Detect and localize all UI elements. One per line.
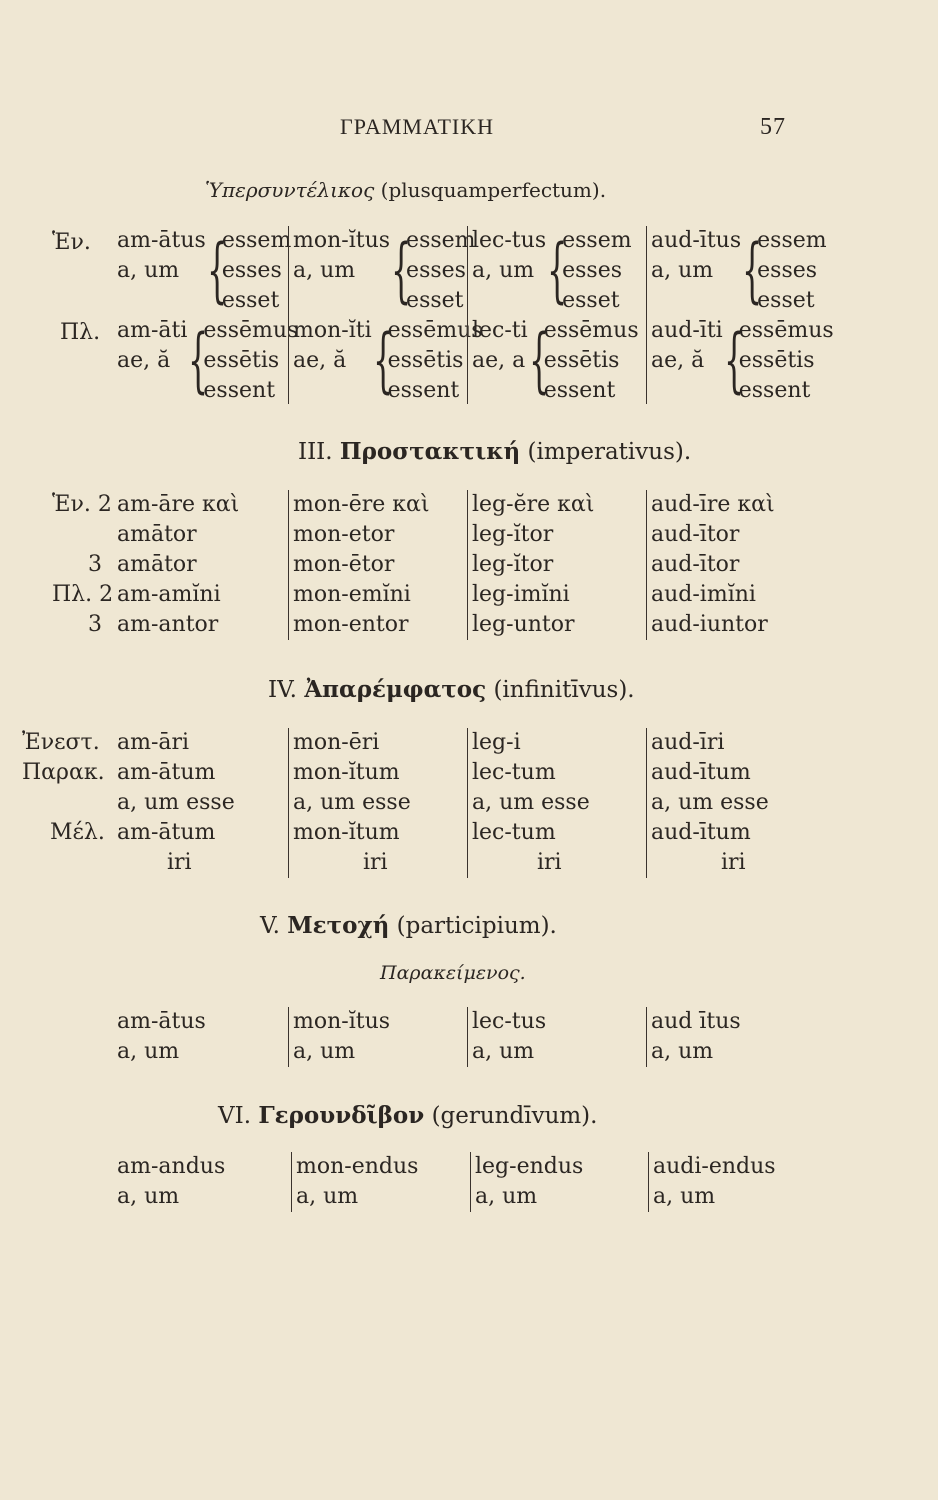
title-greek: Ὑπερσυντέλικος xyxy=(205,178,375,202)
participium-col-2 xyxy=(288,1007,390,1067)
form: essēmus xyxy=(387,318,483,343)
stem: am-ātus xyxy=(117,228,206,253)
participium-col-4 xyxy=(646,1007,741,1067)
form: essētis xyxy=(203,348,280,373)
cell: a, um esse xyxy=(651,790,769,815)
section-title-gerundivum xyxy=(218,1102,597,1129)
running-head: ΓΡΑΜΜΑΤΙΚΗ xyxy=(340,114,494,139)
form: essētis xyxy=(738,348,815,373)
cell: leg-untor xyxy=(472,612,575,637)
cell: aud-īre καὶ xyxy=(651,492,775,517)
cell: aud-iuntor xyxy=(651,612,768,637)
form: essent xyxy=(387,378,460,403)
cell: am-antor xyxy=(117,612,219,637)
form: essem xyxy=(406,228,476,253)
form: essem xyxy=(757,228,827,253)
form: esset xyxy=(757,288,815,313)
cell: a, um esse xyxy=(117,790,235,815)
section-title-infinitivus xyxy=(268,676,635,703)
brace-glyph: { xyxy=(528,319,549,401)
cell: mon-ētor xyxy=(293,552,395,577)
form: esses xyxy=(757,258,818,283)
gender: ae, ă xyxy=(651,348,705,373)
gerundivum-col-3 xyxy=(470,1152,583,1212)
row-label: Ἐνεστ. xyxy=(22,730,100,755)
cell: audi-endus xyxy=(653,1154,776,1179)
form: essēmus xyxy=(738,318,834,343)
infinitivus-col-2 xyxy=(288,728,463,878)
cell: leg-ĭtor xyxy=(472,522,554,547)
imperativus-row-labels xyxy=(52,490,114,640)
cell: a, um esse xyxy=(472,790,590,815)
cell: am-āre καὶ xyxy=(117,492,240,517)
imperativus-col-3 xyxy=(467,490,594,640)
section-title-imperativus xyxy=(298,438,691,465)
form: esses xyxy=(221,258,282,283)
plusquam-col-4 xyxy=(646,226,834,404)
title-greek: Προστακτική xyxy=(339,438,521,465)
stem: mon-ĭtus xyxy=(293,228,391,253)
form: essēmus xyxy=(203,318,299,343)
gerundivum-col-1 xyxy=(117,1152,225,1212)
gender: a, um xyxy=(651,258,714,283)
form: esses xyxy=(406,258,466,283)
cell: leg-i xyxy=(472,730,521,755)
form: esset xyxy=(406,288,464,313)
participium-subtitle: Παρακείμενος. xyxy=(380,962,526,984)
row-label: Πλ. 2 xyxy=(52,582,114,607)
cell: am-amĭni xyxy=(117,582,221,607)
cell: mon-entor xyxy=(293,612,409,637)
infinitivus-row-labels xyxy=(22,728,105,878)
form: essētis xyxy=(543,348,620,373)
cell: iri xyxy=(721,850,746,875)
gender: a, um xyxy=(472,258,535,283)
stem: mon-ĭti xyxy=(293,318,372,343)
cell: leg-imĭni xyxy=(472,582,570,607)
form: esset xyxy=(221,288,280,313)
brace-glyph: { xyxy=(188,319,209,401)
cell: mon-etor xyxy=(293,522,395,547)
row-label xyxy=(52,520,102,550)
plusquam-col-3 xyxy=(467,226,639,404)
gender: a, um xyxy=(117,258,180,283)
cell: am-ātum xyxy=(117,760,216,785)
cell: a, um xyxy=(117,1039,180,1064)
cell: amātor xyxy=(117,522,197,547)
participium-col-3 xyxy=(467,1007,546,1067)
cell: leg-ĕre καὶ xyxy=(472,492,595,517)
cell: a, um xyxy=(653,1184,716,1209)
cell: aud-ītor xyxy=(651,552,740,577)
cell: a, um xyxy=(475,1184,538,1209)
form: essent xyxy=(543,378,616,403)
title-greek: Γερουνδῖβον xyxy=(258,1102,425,1129)
cell: aud-imĭni xyxy=(651,582,756,607)
stem: aud-ītus xyxy=(651,228,742,253)
gender: ae, ă xyxy=(117,348,171,373)
row-label: 3 xyxy=(88,612,102,637)
brace-glyph: { xyxy=(547,229,568,311)
gender: a, um xyxy=(293,258,356,283)
cell: aud-ītum xyxy=(651,820,751,845)
imperativus-col-4 xyxy=(646,490,775,640)
title-latin: (participium). xyxy=(396,913,557,939)
stem: am-āti xyxy=(117,318,188,343)
section-number: V. xyxy=(260,913,280,939)
title-latin: (gerundīvum). xyxy=(431,1103,598,1129)
cell: am-andus xyxy=(117,1154,226,1179)
cell: a, um xyxy=(472,1039,535,1064)
cell: lec-tum xyxy=(472,760,556,785)
cell: mon-ĭtum xyxy=(293,760,400,785)
cell: a, um xyxy=(651,1039,714,1064)
cell: iri xyxy=(537,850,562,875)
form: essent xyxy=(203,378,276,403)
row-label xyxy=(22,848,105,878)
cell: leg-ĭtor xyxy=(472,552,554,577)
section-number: III. xyxy=(298,439,333,465)
cell: mon-emĭni xyxy=(293,582,411,607)
label-singular: Ἑν. xyxy=(52,230,91,255)
cell: a, um xyxy=(296,1184,359,1209)
imperativus-col-1 xyxy=(117,490,239,640)
stem: lec-ti xyxy=(472,318,528,343)
section-number: VI. xyxy=(218,1103,252,1129)
cell: iri xyxy=(167,850,192,875)
cell: lec-tum xyxy=(472,820,556,845)
section-number: IV. xyxy=(268,677,297,703)
title-greek: Μετοχή xyxy=(287,912,390,939)
cell: leg-endus xyxy=(475,1154,584,1179)
brace-glyph: { xyxy=(372,319,393,401)
brace-glyph: { xyxy=(742,229,763,311)
cell: mon-ēre καὶ xyxy=(293,492,430,517)
row-label xyxy=(22,788,105,818)
infinitivus-col-1 xyxy=(117,728,267,878)
row-label: Μέλ. xyxy=(50,820,105,845)
page-number: 57 xyxy=(760,114,786,140)
stem: aud-īti xyxy=(651,318,723,343)
cell: aud ītus xyxy=(651,1009,741,1034)
form: essem xyxy=(221,228,292,253)
cell: mon-ĭtus xyxy=(293,1009,391,1034)
title-latin: (imperativus). xyxy=(527,439,692,465)
cell: amātor xyxy=(117,552,197,577)
form: esses xyxy=(562,258,623,283)
cell: am-ātum xyxy=(117,820,216,845)
plusquam-col-2 xyxy=(288,226,483,404)
gerundivum-col-2 xyxy=(291,1152,418,1212)
title-greek: Ἀπαρέμφατος xyxy=(304,676,487,703)
form: essent xyxy=(738,378,811,403)
infinitivus-col-3 xyxy=(467,728,642,878)
row-label: Ἑν. 2 xyxy=(52,492,112,517)
form: esset xyxy=(562,288,620,313)
cell: a, um xyxy=(293,1039,356,1064)
cell: am-āri xyxy=(117,730,190,755)
cell: mon-ēri xyxy=(293,730,380,755)
form: essēmus xyxy=(543,318,639,343)
imperativus-col-2 xyxy=(288,490,430,640)
cell: a, um esse xyxy=(293,790,411,815)
form: essem xyxy=(562,228,632,253)
row-label: 3 xyxy=(88,552,102,577)
form: essētis xyxy=(387,348,464,373)
gender: ae, a xyxy=(472,348,526,373)
row-label: Παρακ. xyxy=(22,760,105,785)
cell: a, um xyxy=(117,1184,180,1209)
brace-glyph: { xyxy=(723,319,744,401)
title-latin: (infinitīvus). xyxy=(493,677,635,703)
infinitivus-col-4 xyxy=(646,728,821,878)
cell: am-ātus xyxy=(117,1009,206,1034)
plusquam-col-1 xyxy=(117,226,298,406)
label-plural: Πλ. xyxy=(60,320,101,345)
cell: mon-ĭtum xyxy=(293,820,400,845)
cell: mon-endus xyxy=(296,1154,419,1179)
cell: iri xyxy=(363,850,388,875)
gerundivum-col-4 xyxy=(648,1152,776,1212)
brace-glyph: { xyxy=(391,229,412,311)
section-title-plusquamperfectum xyxy=(205,178,606,202)
participium-col-1 xyxy=(117,1007,206,1067)
cell: aud-ītum xyxy=(651,760,751,785)
cell: aud-īri xyxy=(651,730,725,755)
cell: aud-ītor xyxy=(651,522,740,547)
brace-glyph: { xyxy=(206,229,227,311)
gender: ae, ă xyxy=(293,348,347,373)
section-title-participium xyxy=(260,912,557,939)
cell: lec-tus xyxy=(472,1009,547,1034)
title-latin: (plusquamperfectum). xyxy=(380,178,607,202)
stem: lec-tus xyxy=(472,228,547,253)
